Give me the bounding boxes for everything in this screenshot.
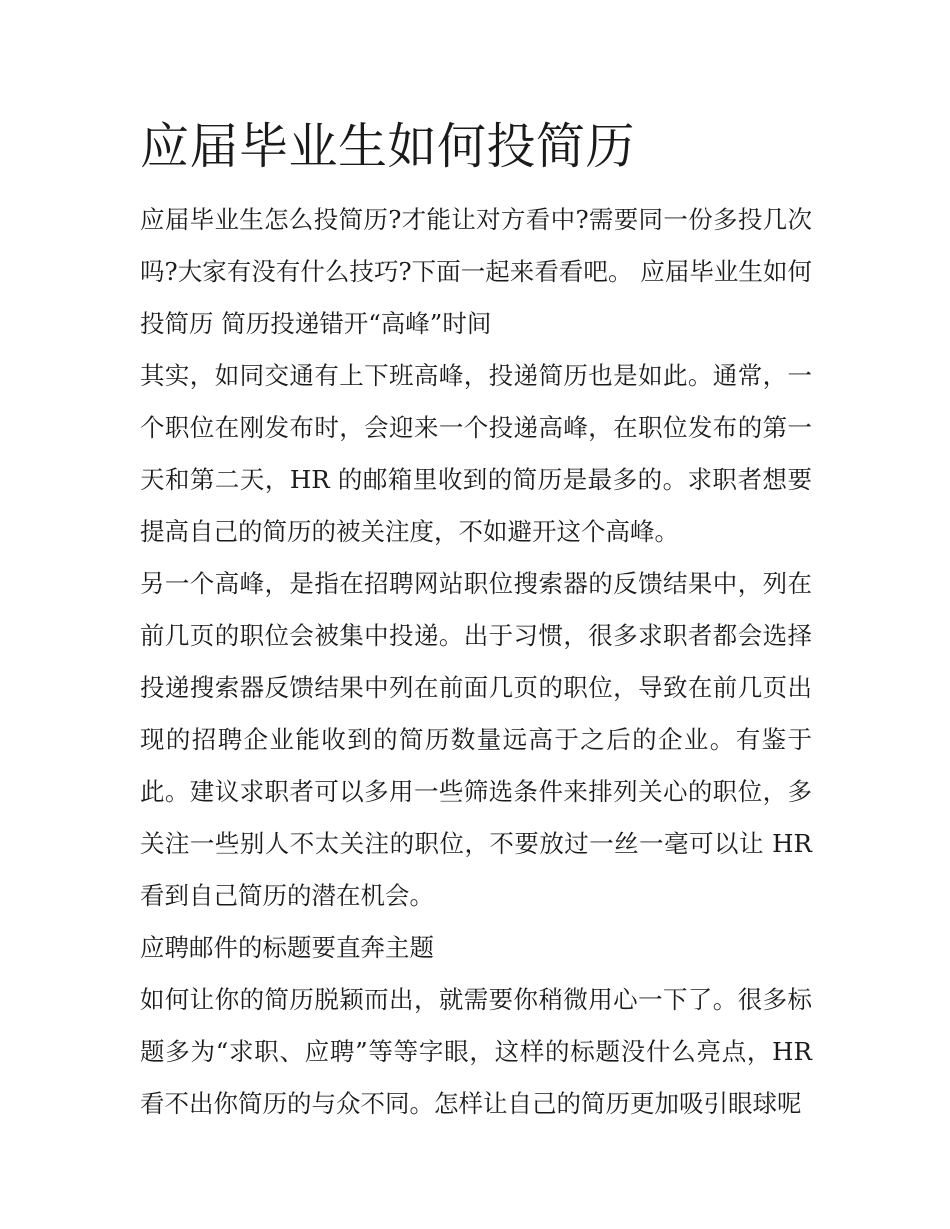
search-results-paragraph: 另一个高峰，是指在招聘网站职位搜索器的反馈结果中，列在前几页的职位会被集中投递。出于习惯，很多求职者都会选择投递搜索器反馈结果中列在前面几页的职位，导致在前几页出现的招聘企业能收到的简历数量远高于之后的企业。有鉴于此。建议求职者可以多用一些筛选条件来排列关心的职位，多关注一些别人不太关注的职位，不要放过一丝一毫可以让 HR 看到自己简历的潜在机会。: [140, 569, 812, 910]
rush-hour-paragraph: 其实，如同交通有上下班高峰，投递简历也是如此。通常，一个职位在刚发布时，会迎来一个投递高峰，在职位发布的第一天和第二天，HR 的邮箱里收到的简历是最多的。求职者想要提高自己的简历的被关注度，不如避开这个高峰。: [140, 361, 812, 546]
email-title-paragraph: 如何让你的简历脱颖而出，就需要你稍微用心一下了。很多标题多为“求职、应聘”等等字眼，这样的标题没什么亮点，HR 看不出你简历的与众不同。怎样让自己的简历更加吸引眼球呢: [140, 985, 812, 1118]
intro-paragraph: 应届毕业生怎么投简历?才能让对方看中?需要同一份多投几次吗?大家有没有什么技巧?下面一起来看看吧。 应届毕业生如何投简历 简历投递错开“高峰”时间: [140, 205, 812, 338]
document-title: 应届毕业生如何投简历: [140, 118, 636, 175]
section-heading-email-title: 应聘邮件的标题要直奔主题: [140, 933, 434, 962]
document-page: [140, 112, 812, 1130]
